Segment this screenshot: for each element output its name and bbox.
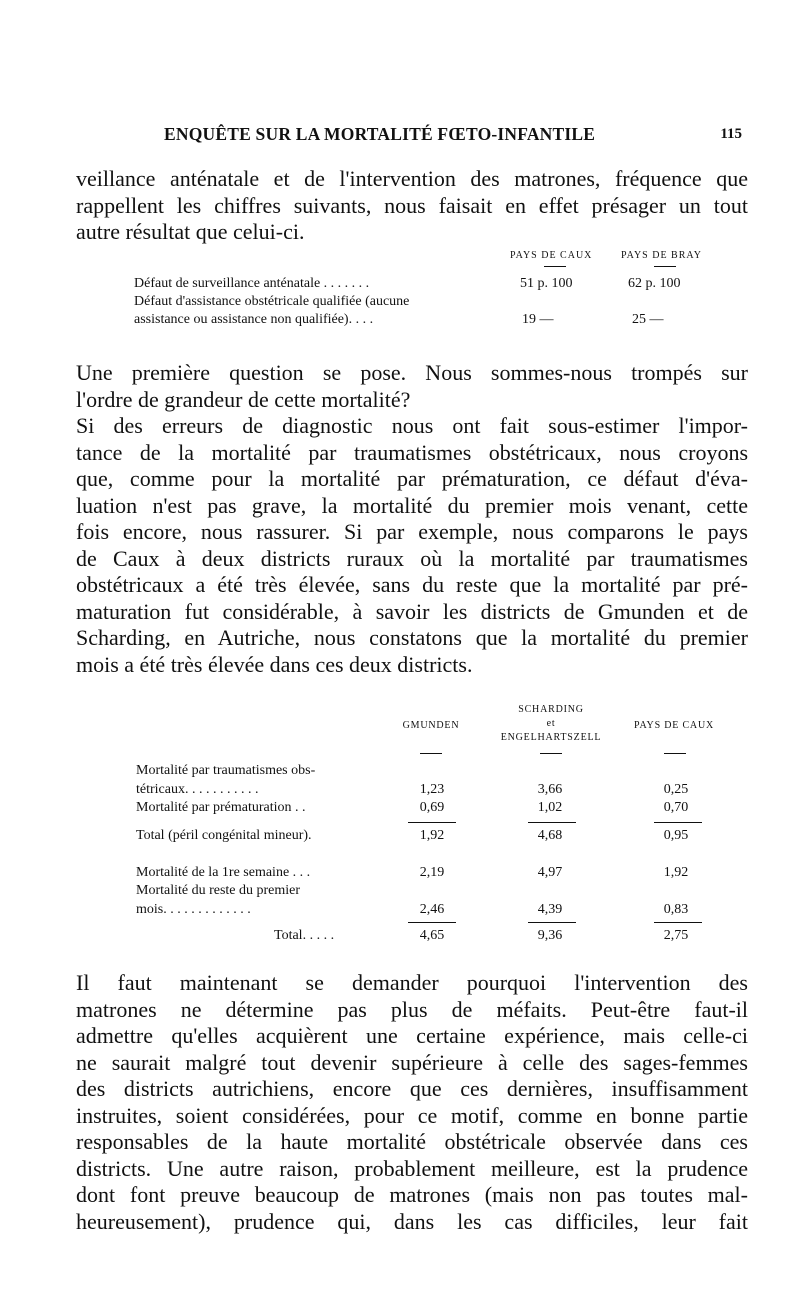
- paragraph-3: [76, 970, 748, 1235]
- text-line: tance de la mortalité par traumatismes obstétricaux, nous croyons: [76, 439, 748, 465]
- value-bray: 25 —: [632, 312, 664, 327]
- header-dash: [540, 753, 562, 754]
- paragraph-2: [76, 360, 748, 678]
- table-mortalite: [136, 695, 736, 955]
- text-line: matrones ne détermine pas plus de méfaits. Peut-être faut-il: [76, 996, 748, 1022]
- text-line: autre résultat que celui-ci.: [76, 219, 305, 244]
- col-header-engelhartszell: ENGELHARTSZELL: [500, 732, 602, 743]
- cell-gmunden: 1,23: [419, 782, 445, 797]
- row-label: Total (péril congénital mineur).: [136, 828, 312, 843]
- running-head: [76, 124, 746, 148]
- page-number: 115: [720, 126, 742, 142]
- cell-caux: 0,83: [663, 902, 689, 917]
- cell-scharding: 9,36: [537, 928, 563, 943]
- text-line: l'ordre de grandeur de cette mortalité?: [76, 386, 411, 412]
- table-row-label: Défaut de surveillance anténatale . . . . . . .: [134, 276, 370, 291]
- text-line: ne saurait malgré tout devenir supérieure à celle des sages-femmes: [76, 1049, 748, 1075]
- col-header-et: et: [546, 718, 556, 729]
- header-dash: [654, 266, 676, 267]
- col-header-gmunden: GMUNDEN: [402, 720, 460, 731]
- text-line: rappellent les chiffres suivants, nous faisait en effet présager un tout: [76, 192, 748, 218]
- text-line: maturation fut considérable, à savoir les districts de Gmunden et de: [76, 598, 748, 624]
- cell-caux: 0,70: [663, 800, 689, 815]
- col-header-scharding: SCHARDING: [518, 704, 584, 715]
- text-line: que, comme pour la mortalité par prématuration, ce défaut d'éva-: [76, 466, 748, 491]
- table-row-label: Défaut d'assistance obstétricale qualifiée (aucune: [134, 294, 410, 309]
- cell-scharding: 4,68: [537, 828, 563, 843]
- text-line: Il faut maintenant se demander pourquoi l'intervention des: [76, 970, 748, 995]
- cell-scharding: 4,97: [537, 865, 563, 880]
- row-label: Mortalité par prématuration . .: [136, 800, 306, 815]
- text-line: obstétricaux a été très élevée, sans du reste que la mortalité par pré-: [76, 572, 748, 597]
- text-line: districts. Une autre raison, probablement meilleure, est la prudence: [76, 1155, 748, 1181]
- text-line: de Caux à deux districts ruraux où la mortalité par traumatismes: [76, 545, 748, 571]
- col-header-bray: PAYS DE BRAY: [621, 250, 702, 261]
- row-label-total: Total. . . . .: [274, 928, 335, 943]
- text-line: mois a été très élevée dans ces deux districts.: [76, 651, 473, 677]
- cell-caux: 0,25: [663, 782, 689, 797]
- value-bray: 62 p. 100: [628, 276, 681, 291]
- text-line: veillance anténatale et de l'intervention des matrones, fréquence que: [76, 166, 748, 191]
- row-label: Mortalité de la 1re semaine . . .: [136, 865, 311, 880]
- text-line: Scharding, en Autriche, nous constatons que la mortalité du premier: [76, 625, 748, 650]
- text-line: responsables de la haute mortalité obstétricale observée dans ces: [76, 1129, 748, 1154]
- row-label: tétricaux. . . . . . . . . . .: [136, 782, 259, 797]
- paragraph-1: [76, 166, 748, 246]
- cell-caux: 2,75: [663, 928, 689, 943]
- text-line: luation n'est pas grave, la mortalité du premier mois venant, cette: [76, 492, 748, 518]
- sum-rule: [654, 822, 702, 823]
- cell-scharding: 3,66: [537, 782, 563, 797]
- sum-rule: [528, 922, 576, 923]
- header-dash: [664, 753, 686, 754]
- text-line: instruites, soient considérées, pour ce motif, comme en bonne partie: [76, 1102, 748, 1128]
- text-line: fois encore, nous rassurer. Si par exemple, nous comparons le pays: [76, 519, 748, 544]
- text-line: des districts autrichiens, encore que ces dernières, insuffisamment: [76, 1076, 748, 1101]
- cell-scharding: 1,02: [537, 800, 563, 815]
- header-dash: [420, 753, 442, 754]
- text-line: admettre qu'elles acquièrent une certaine expérience, mais celle-ci: [76, 1023, 748, 1048]
- col-header-caux: PAYS DE CAUX: [510, 250, 593, 261]
- table-row-label: assistance ou assistance non qualifiée). . . .: [134, 312, 374, 327]
- sum-rule: [408, 922, 456, 923]
- cell-caux: 0,95: [663, 828, 689, 843]
- row-label: mois. . . . . . . . . . . . .: [136, 902, 251, 917]
- cell-gmunden: 4,65: [419, 928, 445, 943]
- text-line: dont font preuve beaucoup de matrones (mais non pas toutes mal-: [76, 1182, 748, 1207]
- sum-rule: [408, 822, 456, 823]
- cell-gmunden: 2,46: [419, 902, 445, 917]
- value-caux: 51 p. 100: [520, 276, 573, 291]
- sum-rule: [528, 822, 576, 823]
- cell-gmunden: 1,92: [419, 828, 445, 843]
- cell-gmunden: 0,69: [419, 800, 445, 815]
- text-line: Une première question se pose. Nous sommes-nous trompés sur: [76, 360, 748, 385]
- row-label: Mortalité du reste du premier: [136, 883, 301, 898]
- cell-caux: 1,92: [663, 865, 689, 880]
- cell-scharding: 4,39: [537, 902, 563, 917]
- col-header-caux: PAYS DE CAUX: [634, 720, 714, 731]
- sum-rule: [654, 922, 702, 923]
- cell-gmunden: 2,19: [419, 865, 445, 880]
- text-line: Si des erreurs de diagnostic nous ont fait sous-estimer l'impor-: [76, 413, 748, 438]
- running-title: ENQUÊTE SUR LA MORTALITÉ FŒTO-INFANTILE: [164, 124, 596, 144]
- row-label: Mortalité par traumatismes obs-: [136, 763, 316, 778]
- value-caux: 19 —: [522, 312, 554, 327]
- text-line: heureusement), prudence qui, dans les cas difficiles, leur fait: [76, 1208, 748, 1234]
- header-dash: [544, 266, 566, 267]
